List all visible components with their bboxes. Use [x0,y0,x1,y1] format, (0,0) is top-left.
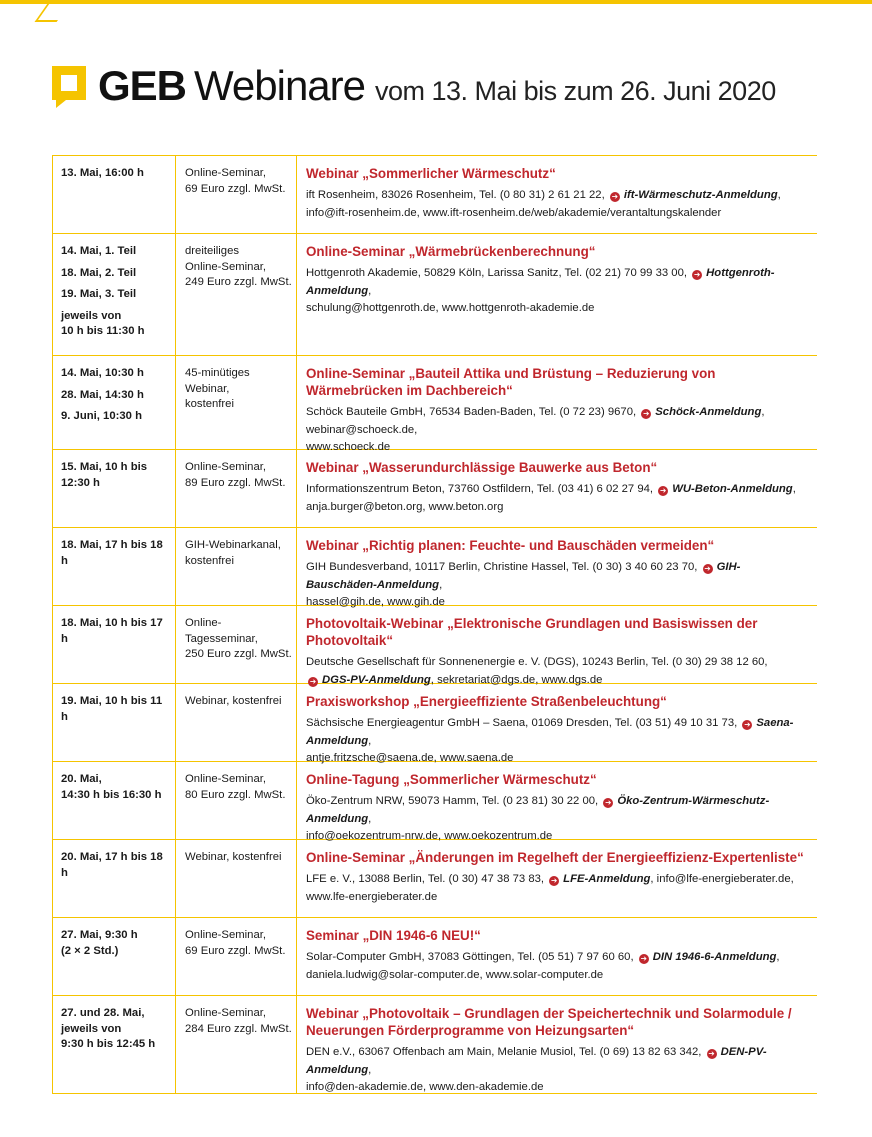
arrow-right-icon: ➔ [640,954,647,963]
registration-link[interactable]: DEN-PV-Anmeldung [306,1046,767,1076]
registration-link[interactable]: WU-Beton-Anmeldung [672,483,793,495]
event-details [297,156,817,233]
event-contact: Öko-Zentrum NRW, 59073 Hamm, Tel. (0 23 81) 30 22 00, [306,795,602,807]
event-details [297,606,817,686]
arrow-right-icon: ➔ [708,1049,715,1058]
event-date-line: 15. Mai, 10 h bis 12:30 h [61,461,148,489]
event-format: dreiteiliges Online-Seminar, 249 Euro zzgl. MwSt. [176,234,297,355]
event-details [297,918,817,995]
event-date-line: 28. Mai, 14:30 h [61,388,144,401]
event-date-line: 18. Mai, 17 h bis 18 h [61,539,163,567]
table-row [52,840,817,918]
event-contact-web: , info@ift-rosenheim.de, www.ift-rosenheim.de/web/akademie/verantaltungskalender [306,189,781,219]
event-contact: GIH Bundesverband, 10117 Berlin, Christine Hassel, Tel. (0 30) 3 40 60 23 70, [306,561,701,573]
table-row [52,684,817,762]
webinar-table [52,155,817,1094]
table-row [52,918,817,996]
event-format: Webinar, kostenfrei [176,684,297,761]
event-date-line: 19. Mai, 3. Teil [61,288,137,300]
event-contact: LFE e. V., 13088 Berlin, Tel. (0 30) 47 38 73 83, [306,873,548,885]
event-format: 45-minütiges Webinar, kostenfrei [176,356,297,449]
event-contact: DEN e.V., 63067 Offenbach am Main, Melanie Musiol, Tel. (0 69) 13 82 63 342, [306,1046,705,1058]
table-row [52,234,817,356]
event-title: Webinar „Wasserundurchlässige Bauwerke aus Beton“ [306,460,658,475]
event-contact-web: , daniela.ludwig@solar-computer.de, www.solar-computer.de [306,951,780,981]
event-date-line: 27. Mai, 9:30 h (2 × 2 Std.) [61,929,138,957]
event-date-line: 14. Mai, 10:30 h [61,367,144,379]
event-contact: Schöck Bauteile GmbH, 76534 Baden-Baden, Tel. (0 72 23) 9670, [306,406,640,418]
event-title: Online-Seminar „Wärmebrückenberechnung“ [306,244,596,259]
event-title: Online-Seminar „Bauteil Attika und Brüstung – Reduzierung von Wärmebrücken im Dachbereich“ [306,366,716,398]
arrow-right-icon: ➔ [611,192,618,201]
event-title: Online-Tagung „Sommerlicher Wärmeschutz“ [306,772,597,787]
event-dates [52,918,176,995]
event-contact: Informationszentrum Beton, 73760 Ostfildern, Tel. (03 41) 6 02 27 94, [306,483,657,495]
event-format: Online-Seminar, 80 Euro zzgl. MwSt. [176,762,297,839]
event-contact-web: , info@oekozentrum-nrw.de, www.oekozentrum.de [306,812,553,842]
arrow-right-icon: ➔ [704,564,711,573]
arrow-right-icon: ➔ [693,270,701,279]
event-date-line: 27. und 28. Mai, jeweils von 9:30 h bis 12:45 h [61,1007,156,1050]
event-title: Webinar „Photovoltaik – Grundlagen der Speichertechnik und Solarmodule / Neuerungen Förderprogramme von Heizungsarten“ [306,1006,792,1038]
event-contact: Deutsche Gesellschaft für Sonnenenergie e. V. (DGS), 10243 Berlin, Tel. (0 30) 29 38 12 60, [306,656,768,668]
table-row [52,356,817,453]
event-dates [52,356,176,449]
event-format: Online-Seminar, 69 Euro zzgl. MwSt. [176,156,297,233]
event-details [297,684,817,764]
arrow-right-icon: ➔ [605,798,612,807]
event-details [297,996,817,1093]
event-details [297,762,817,842]
event-contact: Sächsische Energieagentur GmbH – Saena, 01069 Dresden, Tel. (03 51) 49 10 31 73, [306,717,741,729]
event-dates [52,528,176,605]
arrow-right-icon: ➔ [551,876,558,885]
event-dates [52,450,176,527]
event-title: Seminar „DIN 1946-6 NEU!“ [306,928,481,943]
event-title: Photovoltaik-Webinar „Elektronische Grundlagen und Basiswissen der Photovoltaik“ [306,616,758,648]
event-contact: Solar-Computer GmbH, 37083 Göttingen, Tel. (05 51) 7 97 60 60, [306,951,637,963]
event-format: Online-Seminar, 89 Euro zzgl. MwSt. [176,450,297,527]
event-details [297,528,817,608]
arrow-right-icon: ➔ [643,409,650,418]
registration-link[interactable]: Schöck-Anmeldung [655,406,762,418]
table-row [52,996,817,1094]
event-date-line: 18. Mai, 2. Teil [61,266,137,279]
event-title: Webinar „Sommerlicher Wärmeschutz“ [306,166,556,181]
event-details [297,234,817,355]
event-date-line: 20. Mai, 14:30 h bis 16:30 h [61,773,162,801]
event-details [297,356,817,453]
event-contact-web: , webinar@schoeck.de, www.schoeck.de [306,406,765,453]
event-title: Webinar „Richtig planen: Feuchte- und Bauschäden vermeiden“ [306,538,715,553]
event-contact-web: , hassel@gih.de, www.gih.de [306,578,445,608]
arrow-right-icon: ➔ [660,486,667,495]
event-contact-web: , schulung@hottgenroth.de, www.hottgenroth-akademie.de [306,284,595,314]
event-details [297,450,817,527]
page-header [52,62,776,110]
registration-link[interactable]: LFE-Anmeldung [563,873,651,885]
event-contact-web: , sekretariat@dgs.de, www.dgs.de [430,673,603,686]
event-date-line: 14. Mai, 1. Teil [61,245,137,257]
registration-link[interactable]: GIH-Bauschäden-Anmeldung [306,561,741,591]
page-subtitle: vom 13. Mai bis zum 26. Juni 2020 [375,75,776,106]
event-contact-web: , antje.fritzsche@saena.de, www.saena.de [306,734,514,764]
table-row [52,762,817,840]
registration-link[interactable]: ift-Wärmeschutz-Anmeldung [623,189,778,201]
event-date-line: jeweils von 10 h bis 11:30 h [61,309,145,337]
registration-link[interactable]: Hottgenroth-Anmeldung [306,267,775,297]
event-title: Praxisworkshop „Energieeffiziente Straßenbeleuchtung“ [306,694,667,709]
registration-link[interactable]: DIN 1946-6-Anmeldung [652,951,777,963]
event-format: Webinar, kostenfrei [176,840,297,917]
registration-link[interactable]: Saena-Anmeldung [306,717,794,747]
event-contact-web: , anja.burger@beton.org, www.beton.org [306,483,796,513]
event-dates [52,684,176,761]
event-dates [52,156,176,233]
event-dates [52,762,176,839]
event-format: Online-Seminar, 284 Euro zzgl. MwSt. [176,996,297,1093]
table-row [52,528,817,606]
arrow-right-icon: ➔ [309,676,317,686]
event-date-line: 20. Mai, 17 h bis 18 h [61,851,163,879]
page-title: Webinare [194,62,366,109]
event-date-line: 19. Mai, 10 h bis 11 h [61,695,163,723]
event-date-line: 18. Mai, 10 h bis 17 h [61,617,163,645]
arrow-right-icon: ➔ [744,720,751,729]
event-format: Online-Tagesseminar, 250 Euro zzgl. MwSt. [176,606,297,683]
event-dates [52,234,176,355]
event-dates [52,606,176,683]
brand-name: GEB [98,62,187,109]
registration-link[interactable]: Öko-Zentrum-Wärmeschutz-Anmeldung [306,795,770,825]
event-date-line: 13. Mai, 16:00 h [61,167,144,179]
event-dates [52,840,176,917]
event-details [297,840,817,917]
event-contact: ift Rosenheim, 83026 Rosenheim, Tel. (0 80 31) 2 61 21 22, [306,189,608,201]
table-row [52,450,817,528]
event-dates [52,996,176,1093]
event-contact: Hottgenroth Akademie, 50829 Köln, Larissa Sanitz, Tel. (02 21) 70 99 33 00, [306,267,691,279]
geb-speech-bubble-icon [52,66,88,106]
table-row [52,156,817,234]
event-title: Online-Seminar „Änderungen im Regelheft der Energieeffizienz-Expertenliste“ [306,850,804,865]
event-format: GIH-Webinarkanal, kostenfrei [176,528,297,605]
top-accent-line [0,0,872,4]
event-format: Online-Seminar, 69 Euro zzgl. MwSt. [176,918,297,995]
event-date-line: 9. Juni, 10:30 h [61,410,142,422]
table-row [52,606,817,684]
event-contact-web: , info@lfe-energieberater.de, www.lfe-energieberater.de [306,873,794,903]
event-contact-web: , info@den-akademie.de, www.den-akademie.de [306,1063,544,1093]
registration-link[interactable]: DGS-PV-Anmeldung [322,673,431,686]
